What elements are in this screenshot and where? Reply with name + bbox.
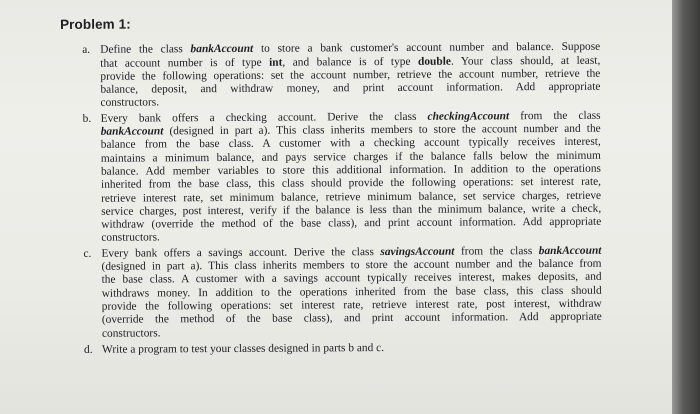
part-label: b. — [82, 112, 92, 125]
problem-part-d — [84, 341, 602, 357]
text-line: bankAccount (designed in part a). This class inherits members to store the account number and the — [100, 122, 601, 138]
problem-part-a — [82, 41, 600, 111]
text-line: balance from the base class. A customer with a checking account typically receives interest, — [100, 136, 601, 152]
problem-part-c — [83, 244, 602, 340]
part-label: a. — [82, 44, 91, 57]
part-text — [101, 244, 602, 340]
part-label: d. — [83, 343, 93, 356]
problem-title: Problem 1: — [59, 16, 131, 32]
text-line: maintains a minimum balance, and pays service charges if the balance falls below the minimum — [100, 149, 601, 165]
text-line: balance, deposit, and withdraw money, and print account information. Add appropriate — [100, 80, 601, 96]
text-line: withdraw (override the method of the base class), and print account information. Add appropriate — [101, 215, 602, 231]
text-line: Every bank offers a savings account. Derive the class savingsAccount from the class bankAccount — [101, 244, 602, 260]
problem-document — [60, 15, 602, 357]
text-line: balance. Add member variables to store this additional information. In addition to the operations — [100, 162, 601, 178]
text-line: provide the following operations: set the account number, retrieve the account number, retrieve the — [100, 67, 601, 83]
text-line: Write a program to test your classes designed in parts b and c. — [101, 341, 385, 356]
text-line: constructors. — [100, 96, 160, 110]
text-line: provide the following operations: set interest rate, retrieve interest rate, post interest, withdraw — [101, 297, 602, 313]
part-text — [102, 341, 602, 357]
text-line: that account number is of type int, and balance is of type double. Your class should, at least, — [100, 54, 601, 70]
text-line: service charges, post interest, verify if the balance is less than the minimum balance, write a check, — [101, 202, 602, 218]
text-line: Define the class bankAccount to store a bank customer's account number and balance. Suppose — [100, 40, 601, 57]
text-line: retrieve interest rate, set minimum balance, retrieve minimum balance, set service charges, retrieve — [101, 189, 602, 205]
problem-part-b — [83, 109, 602, 245]
text-line: inherited from the base class, this class should provide the following operations: set interest rate, — [100, 175, 602, 192]
text-line: constructors. — [101, 231, 160, 245]
text-line: constructors. — [101, 326, 161, 340]
text-line: withdraws money. In addition to the operations inherited from the base class, this class should — [101, 284, 602, 300]
part-label: c. — [83, 247, 92, 260]
text-line: the base class. A customer with a savings account typically receives interest, makes deposits, and — [101, 271, 602, 287]
text-line: Every bank offers a checking account. Derive the class checkingAccount from the class — [100, 109, 601, 125]
text-line: (override the method of the base class), and print account information. Add appropriate — [101, 310, 602, 326]
text-line: (designed in part a). This class inherits members to store the account number and the balance from — [101, 257, 602, 273]
page-edge-shadow — [672, 0, 700, 414]
part-text — [100, 41, 600, 111]
part-text — [101, 109, 602, 245]
